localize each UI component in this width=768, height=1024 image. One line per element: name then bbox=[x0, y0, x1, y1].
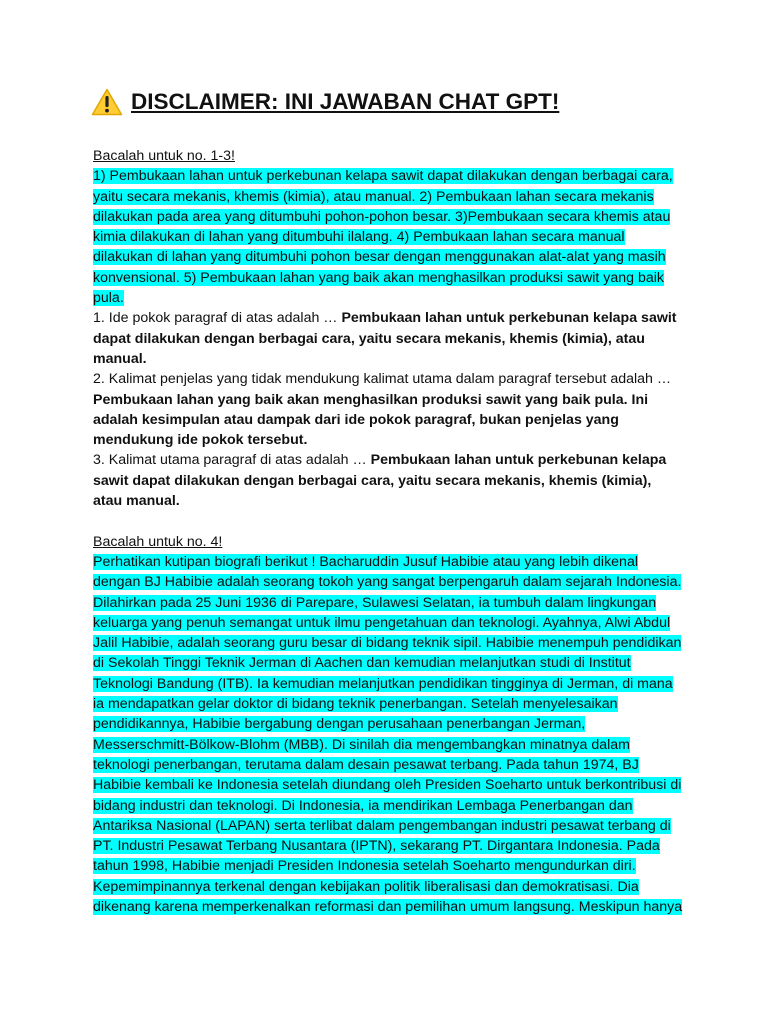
section-2-passage-text: Perhatikan kutipan biografi berikut ! Bacharuddin Jusuf Habibie atau yang lebih dikenal dengan BJ Habibie adalah seorang tokoh yang sangat berpengaruh dalam sejarah Indonesia. Dilahirkan pada 25 Juni 1936 di Parepare, Sulawesi Selatan, ia tumbuh dalam lingkungan keluarga yang penuh semangat untuk ilmu pengetahuan dan teknologi. Ayahnya, Alwi Abdul Jalil Habibie, adalah seorang guru besar di bidang teknik sipil. Habibie menempuh pendidikan di Sekolah Tinggi Teknik Jerman di Aachen dan kemudian melanjutkan studi di Institut Teknologi Bandung (ITB). Ia kemudian melanjutkan pendidikan tingginya di Jerman, di mana ia mendapatkan gelar doktor di bidang teknik penerbangan. Setelah menyelesaikan pendidikannya, Habibie bergabung dengan perusahaan penerbangan Jerman, Messerschmitt-Bölkow-Blohm (MBB). Di sinilah dia mengembangkan minatnya dalam teknologi penerbangan, terutama dalam desain pesawat terbang. Pada tahun 1974, BJ Habibie kembali ke Indonesia setelah diundang oleh Presiden Soeharto untuk berkontribusi di bidang industri dan teknologi. Di Indonesia, ia mendirikan Lembaga Penerbangan dan Antariksa Nasional (LAPAN) serta terlibat dalam pengembangan industri pesawat terbang di PT. Industri Pesawat Terbang Nusantara (IPTN), sekarang PT. Dirgantara Indonesia. Pada tahun 1998, Habibie menjadi Presiden Indonesia setelah Soeharto mengundurkan diri. Kepemimpinannya terkenal dengan kebijakan politik liberalisasi dan demokratisasi. Dia dikenang karena memperkenalkan reformasi dan pemilihan umum langsung. Meskipun hanya bbox=[93, 553, 683, 915]
section-2-heading: Bacalah untuk no. 4! bbox=[93, 533, 223, 550]
question-2 bbox=[93, 369, 683, 450]
spacer bbox=[93, 511, 683, 531]
question-1-answer: Pembukaan lahan untuk perkebunan kelapa sawit dapat dilakukan dengan berbagai cara, yaitu secara mekanis, khemis (kimia), atau manual. bbox=[93, 310, 677, 367]
warning-icon bbox=[91, 88, 123, 116]
disclaimer-title-text: DISCLAIMER: INI JAWABAN CHAT GPT! bbox=[131, 89, 560, 114]
question-2-prompt: 2. Kalimat penjelas yang tidak mendukung kalimat utama dalam paragraf tersebut adalah … bbox=[93, 371, 672, 388]
question-3-prompt: 3. Kalimat utama paragraf di atas adalah … bbox=[93, 452, 371, 469]
question-3 bbox=[93, 450, 683, 511]
section-2-passage bbox=[93, 552, 683, 917]
document-page bbox=[93, 84, 683, 917]
section-1-passage-text: 1) Pembukaan lahan untuk perkebunan kelapa sawit dapat dilakukan dengan berbagai cara, yaitu secara mekanis, khemis (kimia), atau manual. 2) Pembukaan lahan secara mekanis dilakukan pada area yang ditumbuhi pohon-pohon besar. 3)Pembukaan secara khemis atau kimia dilakukan di lahan yang ditumbuhi ilalang. 4) Pembukaan lahan secara manual dilakukan di lahan yang ditumbuhi pohon besar dengan menggunakan alat-alat yang masih konvensional. 5) Pembukaan lahan yang baik akan menghasilkan produksi sawit yang baik pula. bbox=[93, 168, 673, 307]
disclaimer-title bbox=[93, 84, 683, 120]
section-1-passage bbox=[93, 166, 683, 308]
question-3-answer: Pembukaan lahan untuk perkebunan kelapa sawit dapat dilakukan dengan berbagai cara, yaitu secara mekanis, khemis (kimia), atau manual. bbox=[93, 452, 667, 510]
section-1-heading: Bacalah untuk no. 1-3! bbox=[93, 148, 235, 164]
question-1 bbox=[93, 308, 683, 369]
question-2-answer: Pembukaan lahan yang baik akan menghasilkan produksi sawit yang baik pula. Ini adalah kesimpulan atau dampak dari ide pokok paragraf, bukan penjelas yang mendukung ide pokok tersebut. bbox=[93, 391, 649, 449]
question-1-prompt: 1. Ide pokok paragraf di atas adalah … bbox=[93, 310, 342, 327]
